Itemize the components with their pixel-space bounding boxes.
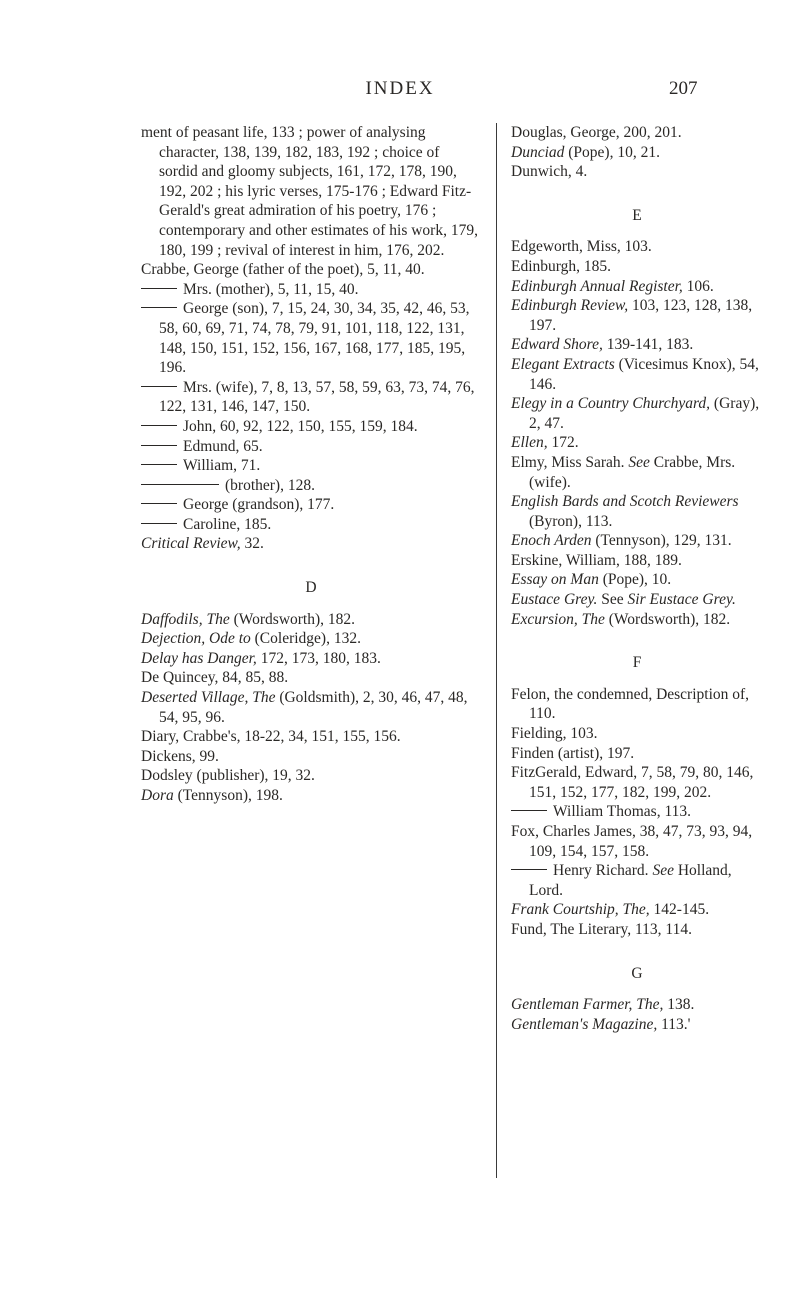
- entry-text: William, 71.: [183, 457, 261, 475]
- entry-text: Edinburgh, 185.: [511, 257, 612, 275]
- running-head: [0, 78, 800, 104]
- index-entry: [141, 456, 481, 476]
- entry-text: Finden (artist), 197.: [511, 744, 635, 762]
- entry-text: Holland, Lord.: [529, 862, 732, 899]
- ditto-dash: [511, 869, 547, 870]
- index-entry: [141, 515, 481, 535]
- entry-title-italic: Enoch Arden: [511, 532, 592, 550]
- index-entry: [141, 378, 481, 417]
- section-letter: G: [631, 964, 643, 982]
- index-entry: [141, 476, 481, 496]
- entry-text: Caroline, 185.: [183, 515, 272, 533]
- ditto-dash: [141, 523, 177, 524]
- entry-text: Elmy, Miss Sarah.: [511, 453, 629, 471]
- ditto-dash: [141, 386, 177, 387]
- entry-title-italic: Edward Shore,: [511, 336, 603, 354]
- entry-text: Crabbe, George (father of the poet), 5, 11, 40.: [141, 261, 425, 279]
- entry-see-italic: Sir Eustace Grey.: [627, 591, 736, 609]
- index-entry: [511, 744, 763, 764]
- entry-text: 113.': [657, 1015, 691, 1033]
- index-entry: [511, 277, 763, 297]
- entry-text: (Wordsworth), 182.: [604, 610, 731, 628]
- entry-text: Mrs. (mother), 5, 11, 15, 40.: [183, 280, 359, 298]
- ditto-dash: [141, 484, 219, 485]
- index-entry: [511, 822, 763, 861]
- index-entry: [511, 763, 763, 802]
- entry-title-italic: Edinburgh Annual Register,: [511, 277, 683, 295]
- entry-title-italic: Edinburgh Review,: [511, 297, 629, 315]
- entry-text: Henry Richard.: [553, 862, 653, 880]
- index-entry: [511, 162, 763, 182]
- entry-title-italic: Ellen,: [511, 434, 548, 452]
- index-entry: [141, 610, 481, 630]
- entry-text: George (grandson), 177.: [183, 496, 335, 514]
- entry-text: Felon, the condemned, Description of, 110.: [511, 685, 750, 723]
- entry-title-italic: Critical Review,: [141, 535, 241, 553]
- entry-text: Erskine, William, 188, 189.: [511, 551, 682, 569]
- entry-text: See: [597, 591, 628, 609]
- column-divider: [496, 123, 497, 1178]
- entry-text: Mrs. (wife), 7, 8, 13, 57, 58, 59, 63, 73, 74, 76, 122, 131, 146, 147, 150.: [159, 378, 475, 416]
- index-entry: [141, 437, 481, 457]
- entry-title-italic: Elegy in a Country Churchyard,: [511, 395, 711, 413]
- entry-text: FitzGerald, Edward, 7, 58, 79, 80, 146, 151, 152, 177, 182, 199, 202.: [511, 764, 754, 801]
- index-entry: [511, 394, 763, 433]
- entry-title-italic: Excursion, The: [511, 610, 605, 628]
- index-entry: [511, 143, 763, 163]
- index-entry: [511, 861, 763, 900]
- index-entry: [511, 355, 763, 394]
- index-entry: [511, 123, 763, 143]
- entry-text: (Gray), 2, 47.: [529, 395, 760, 432]
- entry-text: 32.: [240, 535, 264, 553]
- index-entry: [511, 1015, 763, 1035]
- entry-title-italic: Essay on Man: [511, 571, 599, 589]
- entry-text: Douglas, George, 200, 201.: [511, 124, 682, 141]
- entry-see-italic: See: [652, 862, 674, 880]
- entry-text: 138.: [663, 996, 695, 1014]
- ditto-dash: [141, 445, 177, 446]
- entry-title-italic: Dejection, Ode to: [141, 630, 251, 648]
- entry-text: Dickens, 99.: [141, 747, 219, 765]
- index-entry: [511, 802, 763, 822]
- entry-text: ment of peasant life, 133 ; power of analysing character, 138, 139, 182, 183, 192 ; choice of sordid and gloomy subjects, 161, 172, 178, 190, 192, 202 ; his lyric verses, 175-176 ; Edward Fitz-Gerald's great admiration of his poetry, 176 ; contemporary and other estimates of his work, 179, 180, 199 ; revival of interest in him, 176, 202.: [141, 124, 478, 259]
- entry-text: (Vicesimus Knox), 54, 146.: [529, 355, 759, 393]
- entry-title-italic: Deserted Village, The: [141, 689, 276, 707]
- ditto-dash: [511, 810, 547, 811]
- entry-text: Edgeworth, Miss, 103.: [511, 238, 652, 256]
- index-entry: [511, 237, 763, 257]
- index-entry: [141, 534, 481, 554]
- entry-text: (Coleridge), 132.: [250, 630, 361, 648]
- index-entry: [511, 335, 763, 355]
- entry-text: 172, 173, 180, 183.: [256, 649, 381, 667]
- index-entry: [511, 610, 763, 630]
- ditto-dash: [141, 464, 177, 465]
- entry-title-italic: Eustace Grey.: [511, 591, 598, 609]
- entry-title-italic: English Bards and Scotch Reviewers: [511, 493, 739, 511]
- index-entry: [141, 649, 481, 669]
- entry-title-italic: Elegant Extracts: [511, 355, 615, 373]
- entry-text: Fox, Charles James, 38, 47, 73, 93, 94, 109, 154, 157, 158.: [511, 823, 753, 860]
- ditto-dash: [141, 425, 177, 426]
- index-entry: [141, 123, 481, 260]
- section-letter: F: [632, 654, 642, 672]
- entry-text: 103, 123, 128, 138, 197.: [529, 297, 753, 334]
- ditto-dash: [141, 307, 177, 308]
- entry-text: (Goldsmith), 2, 30, 46, 47, 48, 54, 95, 96.: [159, 689, 468, 726]
- entry-title-italic: Gentleman's Magazine,: [511, 1015, 658, 1033]
- section-letter: E: [632, 206, 642, 224]
- index-entry: [511, 590, 763, 610]
- entry-see-italic: See: [628, 453, 650, 471]
- index-entry: [511, 296, 763, 335]
- entry-text: Fund, The Literary, 113, 114.: [511, 920, 692, 938]
- entry-text: Dunwich, 4.: [511, 163, 588, 181]
- index-entry: [141, 747, 481, 767]
- entry-text: Edmund, 65.: [183, 437, 263, 455]
- entry-title-italic: Daffodils, The: [141, 610, 230, 628]
- index-entry: [511, 531, 763, 551]
- index-entry: [511, 551, 763, 571]
- entry-text: 142-145.: [649, 901, 710, 919]
- entry-title-italic: Dora: [141, 787, 174, 804]
- entry-text: (Tennyson), 129, 131.: [591, 532, 732, 550]
- index-entry: [141, 260, 481, 280]
- index-entry: [511, 570, 763, 590]
- index-entry: [141, 495, 481, 515]
- entry-text: (Pope), 10, 21.: [564, 143, 660, 161]
- index-entry: [141, 668, 481, 688]
- entry-text: Dodsley (publisher), 19, 32.: [141, 767, 315, 785]
- entry-title-italic: Dunciad: [511, 143, 565, 161]
- ditto-dash: [141, 288, 177, 289]
- entry-text: Crabbe, Mrs. (wife).: [529, 453, 736, 491]
- index-entry: [141, 688, 481, 727]
- index-entry: [141, 280, 481, 300]
- entry-text: (brother), 128.: [225, 476, 315, 494]
- entry-title-italic: Delay has Danger,: [141, 649, 257, 667]
- index-entry: [141, 727, 481, 747]
- entry-title-italic: Gentleman Farmer, The,: [511, 996, 664, 1014]
- entry-text: Diary, Crabbe's, 18-22, 34, 151, 155, 156.: [141, 728, 401, 746]
- entry-text: (Pope), 10.: [598, 571, 672, 589]
- ditto-dash: [141, 503, 177, 504]
- index-entry: [141, 299, 481, 377]
- page-number: 207: [669, 78, 698, 99]
- index-entry: [511, 995, 763, 1015]
- index-entry: [511, 492, 763, 531]
- index-entry: [511, 920, 763, 940]
- entry-text: (Tennyson), 198.: [173, 787, 283, 804]
- index-entry: [141, 766, 481, 786]
- index-entry: [511, 257, 763, 277]
- index-entry: [141, 786, 481, 806]
- left-column: [141, 123, 481, 806]
- index-entry: [511, 685, 763, 724]
- index-entry: [511, 900, 763, 920]
- index-entry: [511, 453, 763, 492]
- entry-text: De Quincey, 84, 85, 88.: [141, 669, 289, 687]
- entry-text: Fielding, 103.: [511, 725, 598, 743]
- index-entry: [511, 724, 763, 744]
- right-column: [511, 123, 763, 1034]
- entry-text: 106.: [682, 277, 714, 295]
- index-entry: [141, 629, 481, 649]
- section-letter: D: [305, 579, 317, 597]
- entry-text: 139-141, 183.: [602, 336, 694, 354]
- page-title: INDEX: [365, 78, 435, 99]
- entry-text: (Byron), 113.: [529, 512, 613, 530]
- entry-text: William Thomas, 113.: [553, 803, 692, 821]
- index-entry: [511, 433, 763, 453]
- entry-title-italic: Frank Courtship, The,: [511, 901, 650, 919]
- index-entry: [141, 417, 481, 437]
- entry-text: John, 60, 92, 122, 150, 155, 159, 184.: [183, 417, 418, 435]
- entry-text: (Wordsworth), 182.: [229, 610, 356, 628]
- entry-text: 172.: [547, 434, 579, 452]
- entry-text: George (son), 7, 15, 24, 30, 34, 35, 42, 46, 53, 58, 60, 69, 71, 74, 78, 79, 91, 101, 118, 122, 131, 148, 150, 151, 152, 156, 167, 168, 177, 185, 195, 196.: [159, 300, 470, 377]
